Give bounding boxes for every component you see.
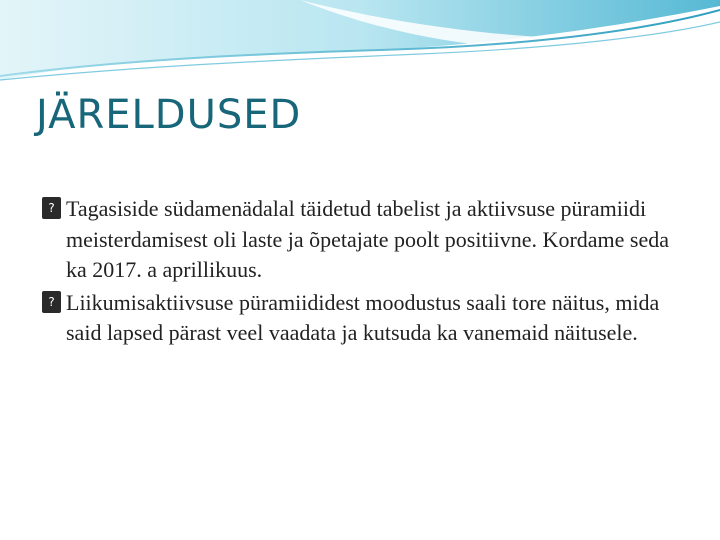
header-wave-decoration — [0, 0, 720, 90]
bullet-paragraph — [42, 288, 682, 349]
slide-title: JÄRELDUSED — [36, 92, 302, 138]
bullet-paragraph — [42, 194, 682, 286]
bullet-text: Tagasiside südamenädalal täidetud tabelist ja aktiivsuse püramiidi meisterdamisest oli laste ja õpetajate poolt positiivne. Kordame seda ka 2017. a aprillikuus. — [66, 196, 670, 282]
missing-glyph-icon: ? — [42, 197, 61, 219]
missing-glyph-icon: ? — [42, 291, 61, 313]
slide-body — [42, 194, 682, 351]
bullet-text: Liikumisaktiivsuse püramiididest moodustus saali tore näitus, mida said lapsed pärast veel vaadata ja kutsuda ka vanemaid näitusele. — [66, 289, 660, 345]
